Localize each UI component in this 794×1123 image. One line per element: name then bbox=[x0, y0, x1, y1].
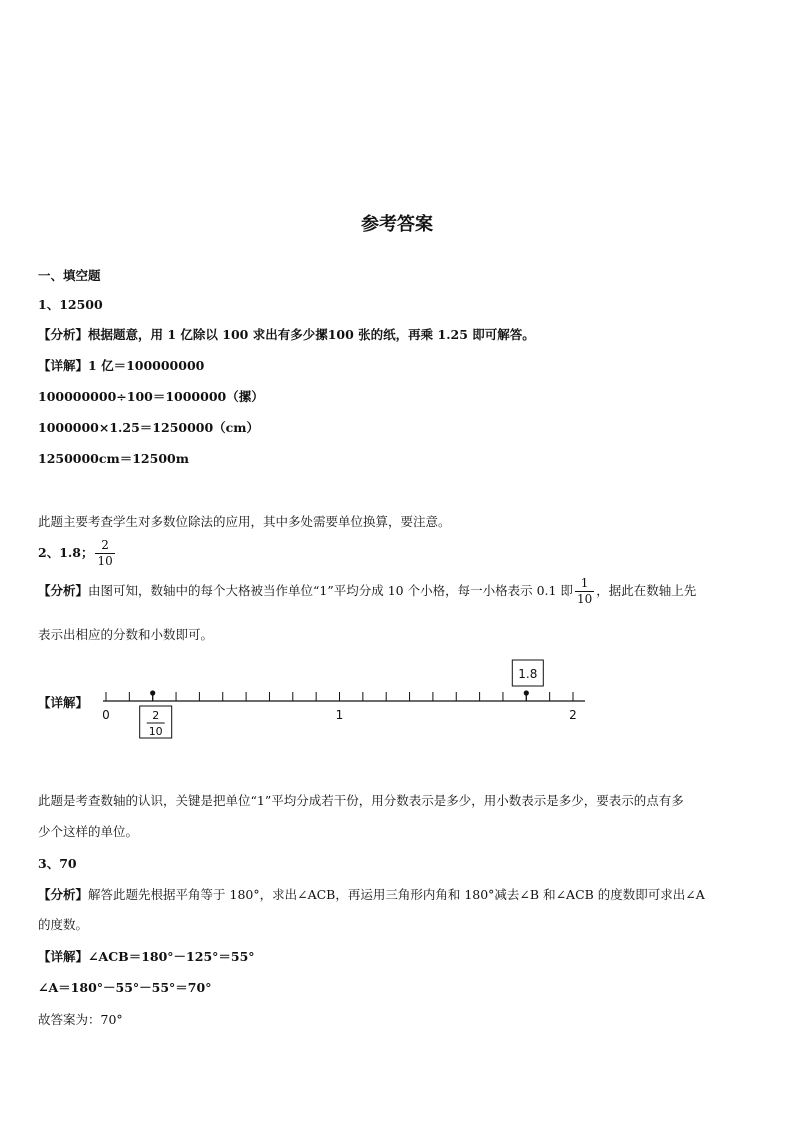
q2-answer bbox=[38, 538, 117, 569]
detail-tag: 【详解】 bbox=[38, 695, 89, 710]
fraction-numerator: 2 bbox=[152, 709, 160, 722]
fraction-denominator: 10 bbox=[148, 725, 163, 738]
q2-analysis-cont: 表示出相应的分数和小数即可。 bbox=[38, 627, 214, 642]
fraction-numerator: 2 bbox=[101, 538, 109, 552]
q1-summary: 此题主要考查学生对多数位除法的应用，其中多处需要单位换算，要注意。 bbox=[38, 514, 451, 529]
detail-tag: 【详解】 bbox=[38, 949, 89, 964]
q1-analysis bbox=[38, 325, 535, 343]
q2-answer-fraction bbox=[95, 538, 114, 569]
q3-detail bbox=[38, 947, 255, 965]
q3-analysis-cont: 的度数。 bbox=[38, 917, 89, 932]
q2-analysis-text-b: ，据此在数轴上先 bbox=[596, 583, 697, 598]
q1-detail bbox=[38, 356, 204, 374]
number-line bbox=[38, 654, 598, 744]
analysis-tag: 【分析】 bbox=[38, 583, 89, 598]
q2-summary-a: 此题是考查数轴的认识，关键是把单位“1”平均分成若干份，用分数表示是多少，用小数表示是多少，要表示的点有多 bbox=[38, 793, 684, 808]
q3-analysis bbox=[38, 885, 705, 903]
q2-analysis bbox=[38, 576, 696, 607]
q1-analysis-text: 根据题意，用 1 亿除以 100 求出有多少摞100 张的纸，再乘 1.25 即可解答。 bbox=[88, 327, 535, 342]
tick-label: 0 bbox=[102, 708, 110, 722]
decimal-label: 1.8 bbox=[518, 667, 538, 681]
q3-step-3: 故答案为：70° bbox=[38, 1012, 123, 1027]
detail-tag: 【详解】 bbox=[38, 358, 89, 373]
q3-analysis-text-a: 解答此题先根据平角等于 180°，求出∠ACB，再运用三角形内角和 180°减去∠B 和∠ACB 的度数即可求出∠A bbox=[88, 887, 705, 902]
section-heading: 一、填空题 bbox=[38, 268, 101, 283]
q3-step-2: ∠A＝180°－55°－55°＝70° bbox=[38, 980, 212, 995]
tick-label: 2 bbox=[569, 708, 577, 722]
q3-step-1: ∠ACB＝180°－125°＝55° bbox=[88, 949, 255, 964]
number-line-figure bbox=[38, 654, 598, 744]
q1-step-2: 100000000÷100＝1000000（摞） bbox=[38, 389, 264, 404]
q2-analysis-fraction bbox=[575, 576, 594, 607]
q3-answer: 3、70 bbox=[38, 856, 77, 871]
q1-answer: 1、12500 bbox=[38, 297, 103, 312]
page-title: 参考答案 bbox=[361, 214, 433, 235]
fraction-denominator: 10 bbox=[97, 554, 113, 568]
q2-summary-b: 少个这样的单位。 bbox=[38, 824, 139, 839]
q1-step-4: 1250000cm＝12500m bbox=[38, 451, 189, 466]
fraction-denominator: 10 bbox=[576, 592, 593, 606]
q2-analysis-text-a: 由图可知，数轴中的每个大格被当作单位“1”平均分成 10 个小格，每一小格表示 0.1 即 bbox=[88, 583, 573, 598]
tick-label: 1 bbox=[335, 708, 344, 722]
fraction-numerator: 1 bbox=[580, 576, 589, 590]
q2-answer-prefix: 2、1.8； bbox=[38, 545, 94, 560]
analysis-tag: 【分析】 bbox=[38, 887, 89, 902]
analysis-tag: 【分析】 bbox=[38, 327, 89, 342]
q1-step-1: 1 亿＝100000000 bbox=[88, 358, 205, 373]
q1-step-3: 1000000×1.25＝1250000（cm） bbox=[38, 420, 260, 435]
